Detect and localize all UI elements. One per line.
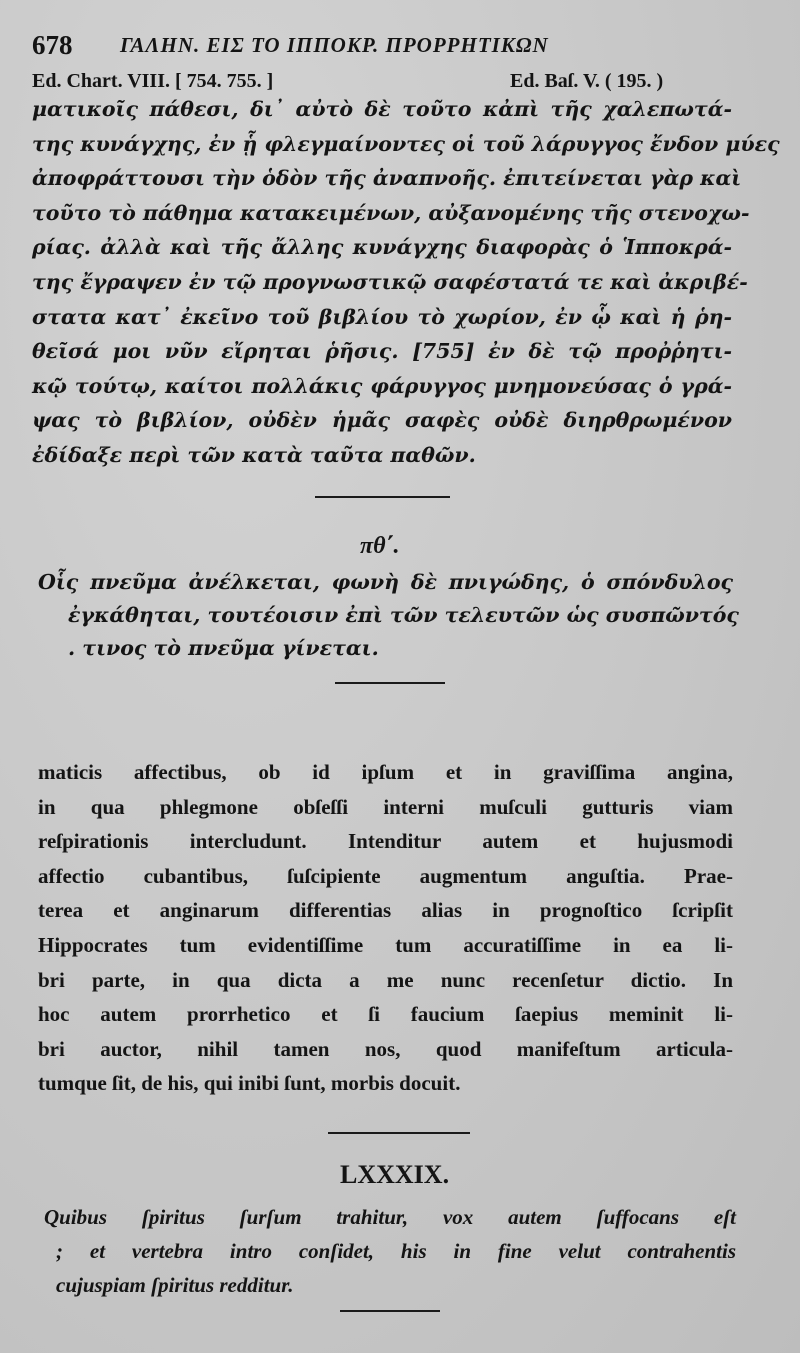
latin-lemma-line: ; et vertebra intro conſidet, his in fine velut contrahentis bbox=[56, 1239, 736, 1263]
greek-line: ρίας. ἀλλὰ καὶ τῆς ἄλλης κυνάγχης διαφορὰς ὁ Ἱπποκρά- bbox=[32, 235, 732, 260]
greek-line: ματικοῖς πάθεσι, δι᾽ αὐτὸ δὲ τοῦτο κἀπὶ τῆς χαλεπωτά- bbox=[32, 97, 732, 121]
section-divider bbox=[315, 496, 450, 498]
latin-lemma-line: cujuspiam ſpiritus redditur. bbox=[56, 1273, 294, 1297]
latin-lemma-line: Quibus ſpiritus ſurſum trahitur, vox autem ſuffocans eſt bbox=[44, 1205, 736, 1229]
greek-line: ψας τὸ βιβλίον, οὐδὲν ἡμᾶς σαφὲς οὐδὲ διηρθρωμένον bbox=[32, 408, 732, 433]
running-title: ΓΑΛΗΝ. ΕΙΣ ΤΟ ΙΠΠΟΚΡ. ΠΡΟΡΡΗΤΙΚΩΝ bbox=[120, 33, 549, 57]
latin-line: tumque ſit, de his, qui inibi ſunt, morbis docuit. bbox=[38, 1071, 461, 1096]
greek-lemma-line: . τινος τὸ πνεῦμα γίνεται. bbox=[68, 636, 379, 660]
page-number: 678 bbox=[32, 30, 73, 60]
greek-lemma-line: Οἷς πνεῦμα ἀνέλκεται, φωνὴ δὲ πνιγώδης, ὁ σπόνδυλος bbox=[38, 570, 733, 594]
greek-line: τοῦτο τὸ πάθημα κατακειμένων, αὐξανομένης τῆς στενοχω- bbox=[32, 200, 750, 225]
greek-line: στατα κατ᾽ ἐκεῖνο τοῦ βιβλίου τὸ χωρίον, ἐν ᾧ καὶ ἡ ῥη- bbox=[32, 304, 732, 329]
greek-lemma-number: πθ΄. bbox=[360, 533, 400, 559]
section-divider bbox=[328, 1132, 470, 1134]
latin-line: bri parte, in qua dicta a me nunc recenſetur dictio. In bbox=[38, 967, 733, 992]
latin-line: terea et anginarum differentias alias in prognoſtico ſcripſit bbox=[38, 898, 733, 923]
edition-reference-left: Ed. Chart. VIII. [ 754. 755. ] bbox=[32, 70, 274, 92]
greek-line: της ἔγραψεν ἐν τῷ προγνωστικῷ σαφέστατά τε καὶ ἀκριβέ- bbox=[32, 269, 748, 294]
latin-line: maticis affectibus, ob id ipſum et in graviſſima angina, bbox=[38, 760, 733, 784]
page-header bbox=[32, 30, 772, 70]
latin-line: Hippocrates tum evidentiſſime tum accuratiſſime in ea li- bbox=[38, 932, 733, 957]
greek-line: ἐδίδαξε περὶ τῶν κατὰ ταῦτα παθῶν. bbox=[32, 442, 476, 467]
latin-line: hoc autem prorrhetico et ſi faucium ſaepius meminit li- bbox=[38, 1002, 733, 1027]
latin-lemma bbox=[44, 1200, 736, 1302]
greek-line: κῷ τούτῳ, καίτοι πολλάκις φάρυγγος μνημονεύσας ὁ γρά- bbox=[32, 373, 732, 398]
latin-line: in qua phlegmone obſeſſi interni muſculi gutturis viam bbox=[38, 794, 733, 819]
latin-line: reſpirationis intercludunt. Intenditur autem et hujusmodi bbox=[38, 829, 733, 854]
section-divider bbox=[335, 682, 445, 684]
greek-commentary bbox=[32, 92, 780, 473]
latin-line: bri auctor, nihil tamen nos, quod manifeſtum articula- bbox=[38, 1036, 733, 1061]
section-divider bbox=[340, 1310, 440, 1312]
latin-lemma-number: LXXXIX. bbox=[340, 1160, 450, 1189]
greek-line: της κυνάγχης, ἐν ᾗ φλεγμαίνοντες οἱ τοῦ λάρυγγος ἔνδον μύες bbox=[32, 131, 780, 156]
latin-line: affectio cubantibus, ſuſcipiente augmentum anguſtia. Prae- bbox=[38, 863, 733, 888]
edition-reference-right: Ed. Baſ. V. ( 195. ) bbox=[510, 70, 664, 92]
greek-line: θεῖσά μοι νῦν εἴρηται ῥῆσις. [755] ἐν δὲ τῷ προῤῥητι- bbox=[32, 339, 732, 364]
greek-lemma-line: ἐγκάθηται, τουτέοισιν ἐπὶ τῶν τελευτῶν ὡς συσπῶντός bbox=[68, 603, 739, 627]
greek-line: ἀποφράττουσι τὴν ὁδὸν τῆς ἀναπνοῆς. ἐπιτείνεται γὰρ καὶ bbox=[32, 166, 742, 191]
latin-commentary bbox=[38, 755, 733, 1101]
greek-lemma bbox=[38, 566, 739, 665]
